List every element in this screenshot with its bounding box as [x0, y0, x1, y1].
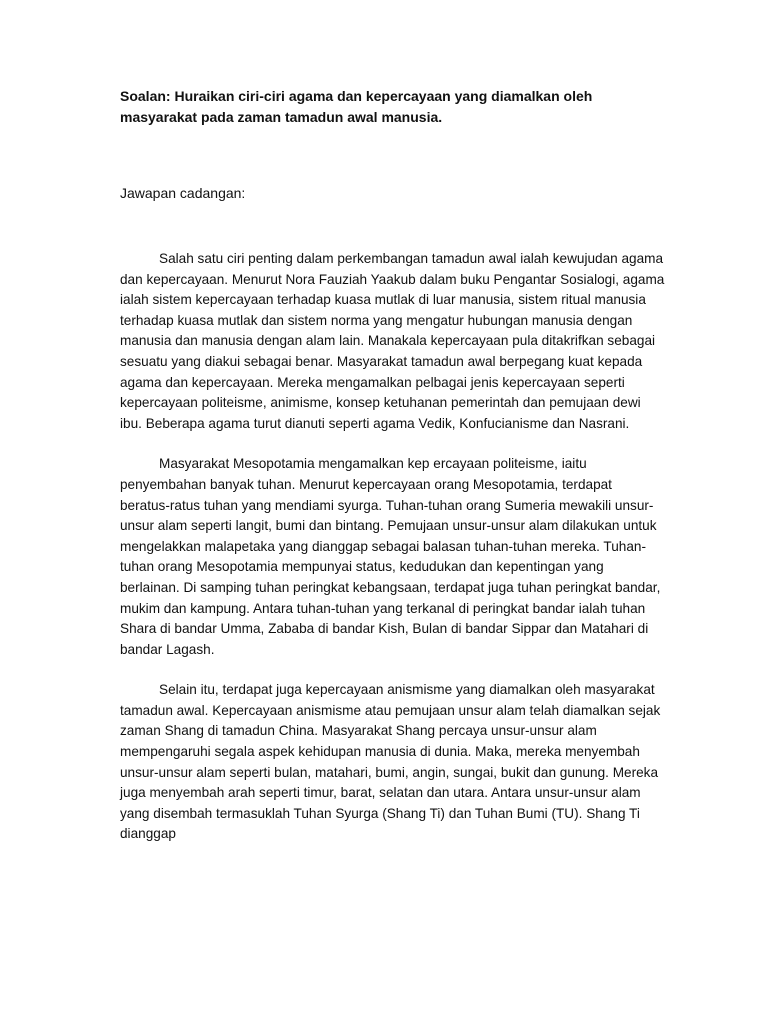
document-content	[120, 86, 665, 865]
paragraph-3: Selain itu, terdapat juga kepercayaan anismisme yang diamalkan oleh masyarakat tamadun awal. Kepercayaan anismisme atau pemujaan unsur alam telah diamalkan sejak zaman Shang di tamadun China. Masyarakat Shang percaya unsur-unsur alam mempengaruhi segala aspek kehidupan manusia di dunia. Maka, mereka menyembah unsur-unsur alam seperti bulan, matahari, bumi, angin, sungai, bukit dan gunung. Mereka juga menyembah arah seperti timur, barat, selatan dan utara. Antara unsur-unsur alam yang disembah termasuklah Tuhan Syurga (Shang Ti) dan Tuhan Bumi (TU). Shang Ti dianggap	[120, 682, 661, 842]
answer-label: Jawapan cadangan:	[120, 185, 246, 201]
question-heading: Soalan: Huraikan ciri-ciri agama dan kepercayaan yang diamalkan oleh masyarakat pada zaman tamadun awal manusia.	[120, 88, 593, 125]
paragraph-1: Salah satu ciri penting dalam perkembangan tamadun awal ialah kewujudan agama dan kepercayaan. Menurut Nora Fauziah Yaakub dalam buku Pengantar Sosialogi, agama ialah sistem kepercayaan terhadap kuasa mutlak di luar manusia, sistem ritual manusia terhadap kuasa mutlak dan sistem norma yang mengatur hubungan manusia dengan manusia dan manusia dengan alam lain. Manakala kepercayaan pula ditakrifkan sebagai sesuatu yang diakui sebagai benar. Masyarakat tamadun awal berpegang kuat kepada agama dan kepercayaan. Mereka mengamalkan pelbagai jenis kepercayaan seperti kepercayaan politeisme, animisme, konsep ketuhanan pemerintah dan pemujaan dewi ibu. Beberapa agama turut dianuti seperti agama Vedik, Konfucianisme dan Nasrani.	[120, 251, 665, 431]
paragraph-2: Masyarakat Mesopotamia mengamalkan kep ercayaan politeisme, iaitu penyembahan banyak tuhan. Menurut kepercayaan orang Mesopotamia, terdapat beratus-ratus tuhan yang mendiami syurga. Tuhan-tuhan orang Sumeria mewakili unsur-unsur alam seperti langit, bumi dan bintang. Pemujaan unsur-unsur alam dilakukan untuk mengelakkan malapetaka yang dianggap sebagai balasan tuhan-tuhan mereka. Tuhan-tuhan orang Mesopotamia mempunyai status, kedudukan dan kepentingan yang berlainan. Di samping tuhan peringkat kebangsaan, terdapat juga tuhan peringkat bandar, mukim dan kampung. Antara tuhan-tuhan yang terkanal di peringkat bandar ialah tuhan Shara di bandar Umma, Zababa di bandar Kish, Bulan di bandar Sippar dan Matahari di bandar Lagash.	[120, 456, 661, 657]
answer-body	[120, 249, 665, 845]
